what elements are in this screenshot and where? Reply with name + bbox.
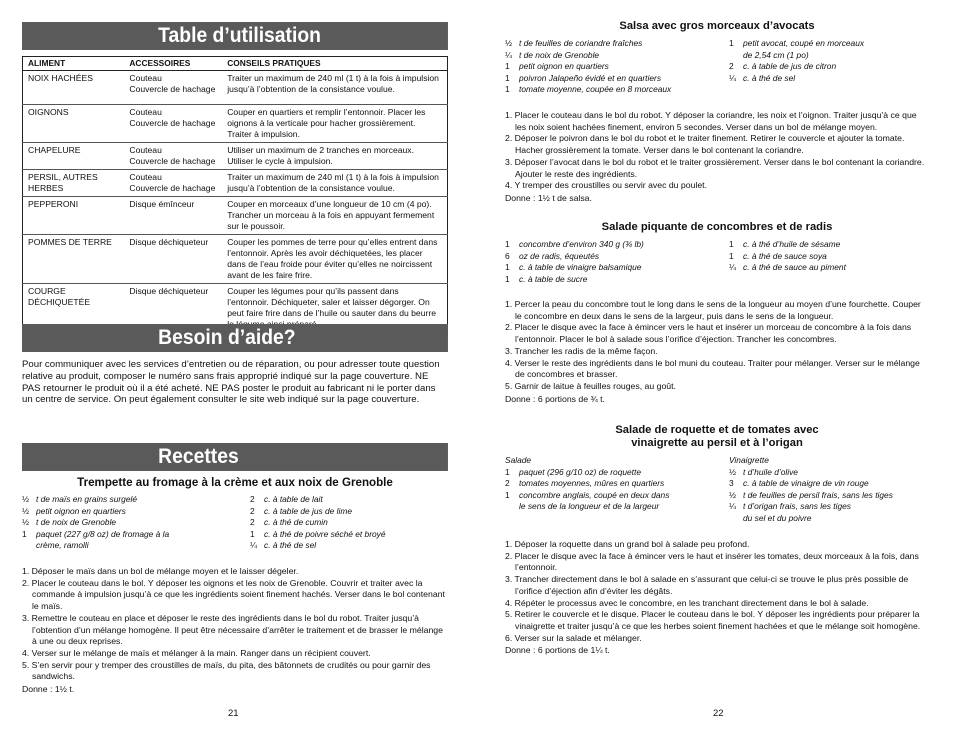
- list-item: [505, 490, 729, 502]
- list-item: [505, 73, 725, 85]
- cell-accessories: Disque déchiqueteur: [124, 284, 222, 337]
- ingredient-text: concombre d’environ 340 g (¾ lb): [519, 239, 644, 249]
- recipe-step: 2. Placer le disque avec la face à émincer vers le haut et insérer un morceau de concombre à la fois dans l’entonnoir. Placer le bol à salade sous l’orifice d’éjection. Trancher les concombres.: [505, 322, 912, 345]
- list-item: [505, 61, 725, 73]
- cell-accessories: Disque déchiqueteur: [124, 235, 222, 284]
- list-item: [22, 529, 242, 541]
- ingredient-quantity: ½: [729, 466, 736, 477]
- cell-tips: Couper en quartiers et remplir l’entonnoir. Placer les oignons à la verticale pour hacher grossièrement. Traiter à impulsion.: [222, 105, 447, 143]
- ingredient-text: t de noix de Grenoble: [36, 517, 117, 528]
- recipe-yield: Donne : 6 portions de ¾ t.: [505, 393, 605, 404]
- recipe-yield: Donne : 1½ t de salsa.: [505, 192, 592, 203]
- list-item: [250, 517, 450, 529]
- recipe-step: 2. Placer le couteau dans le bol. Y déposer les oignons et les noix de Grenoble. Couvrir et traiter avec la commande à impulsion jusqu’à ce que les ingrédients soient finement hachés. Verser dans le bol contenant le maïs.: [22, 577, 445, 612]
- list-item: [505, 251, 725, 263]
- ingredient-quantity: 2: [250, 505, 255, 516]
- recipe-step: 6. Verser sur la salade et mélanger.: [505, 632, 642, 643]
- cell-tips: Couper les pommes de terre pour qu’elles entrent dans l’entonnoir. Après les avoir déchiquetées, les placer dans de l’eau froide pour éviter qu’elles ne noircissent avant de les faire frire.: [222, 235, 447, 284]
- ingredient-text: c. à thé de sauce au piment: [743, 262, 846, 273]
- list-item: [729, 38, 929, 50]
- ingredient-quantity: 1: [250, 528, 255, 539]
- cell-accessories: Disque émînceur: [124, 197, 222, 235]
- list-item: [729, 501, 929, 513]
- recipe-title: [505, 424, 929, 450]
- usage-table-title: Table d’utilisation: [22, 22, 448, 50]
- ingredient-text: c. à thé de poivre séché et broyé: [264, 528, 386, 539]
- ingredient-quantity: [729, 513, 743, 525]
- ingredient-quantity: 1: [505, 489, 510, 500]
- ingredient-quantity: [505, 501, 519, 513]
- ingredient-quantity: ¼: [729, 501, 736, 512]
- list-item: [505, 84, 725, 96]
- ingredient-quantity: 1: [505, 72, 510, 83]
- ingredient-text: c. à table de lait: [264, 494, 323, 504]
- ingredient-quantity: [22, 540, 36, 552]
- ingredient-quantity: 1: [729, 38, 734, 48]
- ingredient-text: c. à thé de sel: [264, 540, 317, 551]
- table-row: [23, 71, 448, 105]
- recipe-step: 4. Verser sur le mélange de maïs et mélanger à la main. Ranger dans un récipient couvert.: [22, 647, 371, 658]
- list-item: [250, 540, 450, 552]
- list-item: [729, 262, 929, 274]
- ingredient-list: [505, 455, 729, 513]
- ingredient-quantity: [729, 50, 743, 62]
- recipe-title: Trempette au fromage à la crème et aux noix de Grenoble: [77, 476, 393, 489]
- cell-food: COURGE DÉCHIQUETÉE: [23, 284, 125, 337]
- ingredient-list: [250, 494, 450, 552]
- ingredient-quantity: 3: [729, 478, 734, 489]
- list-item: [505, 478, 729, 490]
- ingredient-text: t de feuilles de coriandre fraîches: [519, 38, 643, 48]
- list-item: [729, 513, 929, 525]
- list-item: [729, 490, 929, 502]
- recipe-step: 1. Placer le couteau dans le bol du robot. Y déposer la coriandre, les noix et l’oignon. Traiter jusqu’à ce que les noix soient hachées finement, environ 5 secondes. Verser dans un bol de mélange moyen.: [505, 110, 917, 132]
- cell-tips: Traiter un maximum de 240 ml (1 t) à la fois à impulsion jusqu’à l’obtention de la consistance voulue.: [222, 71, 447, 105]
- ingredient-quantity: 1: [505, 61, 510, 72]
- cell-food: PEPPERONI: [23, 197, 125, 235]
- recipe-step: 4. Verser le reste des ingrédients dans le bol muni du couteau. Traiter pour mélanger. Verser sur le mélange de concombres et brasser.: [505, 357, 920, 380]
- ingredient-text: concombre anglais, coupé en deux dans: [519, 489, 670, 500]
- cell-accessories: Couteau Couvercle de hachage: [124, 170, 222, 197]
- ingredient-quantity: 1: [505, 262, 510, 273]
- ingredient-text: c. à thé de cumin: [264, 517, 328, 528]
- ingredient-text: petit oignon en quartiers: [519, 61, 609, 72]
- ingredient-text: du sel et du poivre: [743, 512, 812, 523]
- recipe-title-line1: Salade de roquette et de tomates avec: [615, 424, 819, 436]
- ingredient-text: t d’huile d’olive: [743, 466, 798, 477]
- usage-table-header: [23, 57, 448, 71]
- help-title: Besoin d’aide?: [22, 324, 448, 352]
- ingredient-group-header: Vinaigrette: [729, 455, 769, 465]
- ingredient-text: paquet (227 g/8 oz) de fromage à la: [36, 528, 170, 539]
- list-item: [505, 50, 725, 62]
- recipe-step: 5. Garnir de laitue à feuilles rouges, au goût.: [505, 380, 676, 391]
- ingredient-text: c. à table de sucre: [519, 273, 588, 284]
- recipe-step: 1. Déposer la roquette dans un grand bol à salade peu profond.: [505, 539, 750, 549]
- recipe-step: 3. Remettre le couteau en place et déposer le reste des ingrédients dans le bol du robot. Traiter jusqu’à l’obtention d’un mélange homogène. Il peut être nécessaire d’arrêter le traitement et de brasser le mélange à une ou deux reprises.: [22, 612, 443, 647]
- ingredient-text: t de noix de Grenoble: [519, 49, 600, 60]
- ingredient-quantity: 2: [729, 61, 734, 72]
- ingredient-quantity: 1: [729, 250, 734, 261]
- list-item: [505, 239, 725, 251]
- ingredient-quantity: ¼: [250, 540, 257, 551]
- recipe-steps: [505, 539, 929, 657]
- cell-food: NOIX HACHÉES: [23, 71, 125, 105]
- list-item: [729, 61, 929, 73]
- usage-table: [22, 56, 448, 337]
- page-number: 22: [713, 708, 724, 719]
- list-item: [250, 506, 450, 518]
- recipe-step: 3. Trancher directement dans le bol à salade en s’assurant que celui-ci se trouve le plus près possible de l’orifice d’éjection afin d’éviter les dégâts.: [505, 574, 909, 596]
- recipe-steps: [505, 110, 929, 205]
- page-right: [505, 0, 929, 738]
- ingredient-text: poivron Jalapeño évidé et en quartiers: [519, 72, 662, 83]
- header-tips: CONSEILS PRATIQUES: [222, 57, 447, 71]
- recipe-title: Salade piquante de concombres et de radis: [601, 221, 833, 233]
- ingredient-quantity: 1: [22, 528, 27, 539]
- list-item: [505, 467, 729, 479]
- cell-tips: Utiliser un maximum de 2 tranches en morceaux. Utiliser le cycle à impulsion.: [222, 143, 447, 170]
- ingredient-text: c. à table de vinaigre de vin rouge: [743, 478, 869, 489]
- ingredient-quantity: ½: [22, 505, 29, 516]
- recipe-step: 3. Trancher les radis de la même façon.: [505, 345, 658, 356]
- ingredient-text: crème, ramolli: [36, 540, 89, 551]
- ingredient-text: c. à table de jus de lime: [264, 505, 352, 516]
- cell-accessories: Couteau Couvercle de hachage: [124, 71, 222, 105]
- ingredient-text: de 2,54 cm (1 po): [743, 49, 809, 60]
- recipe-step: 5. Retirer le couvercle et le disque. Placer le couteau dans le bol. Y déposer les ingrédients pour préparer la vinaigrette et traiter jusqu’à ce que les herbes soient finement hachées et que le mélange soit homogène.: [505, 609, 921, 631]
- recipe-step: 4. Répéter le processus avec le concombre, en les tranchant directement dans le bol à salade.: [505, 597, 869, 608]
- ingredient-quantity: ½: [22, 494, 29, 504]
- recipe-step: 1. Percer la peau du concombre tout le long dans le sens de la longueur au moyen d’une fourchette. Couper le concombre en deux dans le sens de la largeur, puis dans le sens de la longueur.: [505, 299, 921, 321]
- ingredient-text: c. à table de jus de citron: [743, 61, 837, 72]
- table-row: [23, 143, 448, 170]
- table-row: [23, 170, 448, 197]
- recipe-step: 1. Déposer le maïs dans un bol de mélange moyen et le laisser dégeler.: [22, 566, 299, 576]
- ingredient-quantity: 1: [505, 273, 510, 284]
- ingredient-text: c. à thé de sel: [743, 72, 796, 83]
- ingredient-quantity: 1: [505, 466, 510, 477]
- list-item: [250, 494, 450, 506]
- ingredient-quantity: 2: [505, 478, 510, 489]
- ingredient-quantity: ¼: [505, 49, 512, 60]
- cell-food: CHAPELURE: [23, 143, 125, 170]
- ingredient-text: t d’origan frais, sans les tiges: [743, 501, 851, 512]
- cell-tips: Couper les légumes pour qu’ils passent dans l’entonnoir. Déchiqueter, saler et laisser dégorger. On peut faire frire dans de l’huile ou sauter dans du beurre: [222, 284, 447, 337]
- list-item: [22, 506, 242, 518]
- ingredient-quantity: ½: [505, 38, 512, 48]
- ingredient-text: paquet (296 g/10 oz) de roquette: [519, 466, 641, 477]
- recipe-step: 2. Placer le disque avec la face à émincer vers le haut et insérer les tomates, deux morceaux à la fois, dans l’entonnoir.: [505, 550, 919, 573]
- ingredient-text: t de feuilles de persil frais, sans les tiges: [743, 489, 893, 500]
- ingredient-text: t de maïs en grains surgelé: [36, 494, 138, 504]
- list-item: [250, 529, 450, 541]
- cell-accessories: Couteau Couvercle de hachage: [124, 105, 222, 143]
- ingredient-text: c. à table de vinaigre balsamique: [519, 262, 642, 273]
- ingredient-list: [729, 38, 929, 84]
- page-number: 21: [228, 708, 239, 719]
- ingredient-quantity: 2: [250, 494, 255, 504]
- ingredient-quantity: ½: [729, 489, 736, 500]
- ingredient-text: petit oignon en quartiers: [36, 505, 126, 516]
- list-item: [729, 239, 929, 251]
- ingredient-text: le sens de la longueur et de la largeur: [519, 501, 660, 512]
- ingredient-text: c. à thé d’huile de sésame: [743, 239, 841, 249]
- recipe-title-line2: vinaigrette au persil et à l’origan: [631, 437, 803, 449]
- recipe-step: 4. Y tremper des croustilles ou servir avec du poulet.: [505, 180, 708, 191]
- header-food: ALIMENT: [23, 57, 125, 71]
- list-item: [22, 494, 242, 506]
- cell-tips: Couper en morceaux d’une longueur de 10 cm (4 po). Trancher un morceau à la fois en appuyant fermement sur le poussoir.: [222, 197, 447, 235]
- list-item: [505, 38, 725, 50]
- page-left: [22, 0, 448, 738]
- ingredient-group-header: Salade: [505, 455, 532, 465]
- ingredient-quantity: 1: [729, 239, 734, 249]
- recipe-steps: [505, 299, 929, 405]
- ingredient-list: [729, 455, 929, 525]
- help-text: Pour communiquer avec les services d’entretien ou de réparation, ou pour adresser toute question relative au produit, composer le numéro sans frais approprié indiqué sur la page couverture. NE PAS retourner le produit où il a été acheté. NE PAS poster le produit au fabricant ni le porter dans un centre de service. On peut également consulter le site web indiqué sur la page couverture.: [22, 359, 440, 406]
- recipe-step: 5. S’en servir pour y tremper des croustilles de maïs, du pita, des bâtonnets de crudités ou pour garnir des sandwichs.: [22, 659, 431, 682]
- cell-tips: Traiter un maximum de 240 ml (1 t) à la fois à impulsion jusqu’à l’obtention de la consistance voulue.: [222, 170, 447, 197]
- table-row: [23, 105, 448, 143]
- cell-food: OIGNONS: [23, 105, 125, 143]
- ingredient-list: [505, 239, 725, 285]
- recipe-yield: Donne : 1½ t.: [22, 684, 75, 695]
- cell-food: PERSIL, AUTRES HERBES: [23, 170, 125, 197]
- recipe-step: 2. Déposer le poivron dans le bol du robot et le traiter finement. Retirer le couvercle et ajouter la tomate. Hacher grossièrement la tomate. Verser dans le bol contenant la coriandre.: [505, 133, 905, 156]
- ingredient-quantity: ¼: [729, 72, 736, 83]
- table-row: [23, 197, 448, 235]
- header-accessories: ACCESSOIRES: [124, 57, 222, 71]
- ingredient-quantity: 6: [505, 250, 510, 261]
- list-item: [22, 517, 242, 529]
- ingredient-text: c. à thé de sauce soya: [743, 250, 827, 261]
- list-item: [729, 478, 929, 490]
- ingredient-text: tomate moyenne, coupée en 8 morceaux: [519, 84, 672, 95]
- list-item: [505, 501, 729, 513]
- ingredient-quantity: ¼: [729, 262, 736, 273]
- ingredient-text: tomates moyennes, mûres en quartiers: [519, 478, 665, 489]
- ingredient-list: [505, 38, 725, 96]
- ingredient-quantity: 1: [505, 239, 510, 249]
- ingredient-text: oz de radis, équeutés: [519, 250, 600, 261]
- ingredient-list: [22, 494, 242, 552]
- ingredient-list: [729, 239, 929, 274]
- ingredient-quantity: ½: [22, 517, 29, 528]
- ingredient-quantity: 1: [505, 84, 510, 95]
- recipe-yield: Donne : 6 portions de 1¼ t.: [505, 645, 610, 656]
- recipe-title: Salsa avec gros morceaux d’avocats: [619, 20, 815, 32]
- recipes-title: Recettes: [22, 443, 448, 471]
- list-item: [505, 274, 725, 286]
- list-item: [729, 73, 929, 85]
- list-item: [729, 251, 929, 263]
- recipe-steps: [22, 566, 448, 696]
- ingredient-quantity: 2: [250, 517, 255, 528]
- list-item: [22, 540, 242, 552]
- list-item: [729, 50, 929, 62]
- ingredient-text: petit avocat, coupé en morceaux: [743, 38, 865, 48]
- list-item: [729, 467, 929, 479]
- recipe-step: 3. Déposer l’avocat dans le bol du robot et le traiter grossièrement. Verser dans le bol contenant la coriandre. Ajouter le reste des ingrédients.: [505, 156, 925, 179]
- cell-accessories: Couteau Couvercle de hachage: [124, 143, 222, 170]
- cell-food: POMMES DE TERRE: [23, 235, 125, 284]
- list-item: [505, 262, 725, 274]
- table-row: [23, 235, 448, 284]
